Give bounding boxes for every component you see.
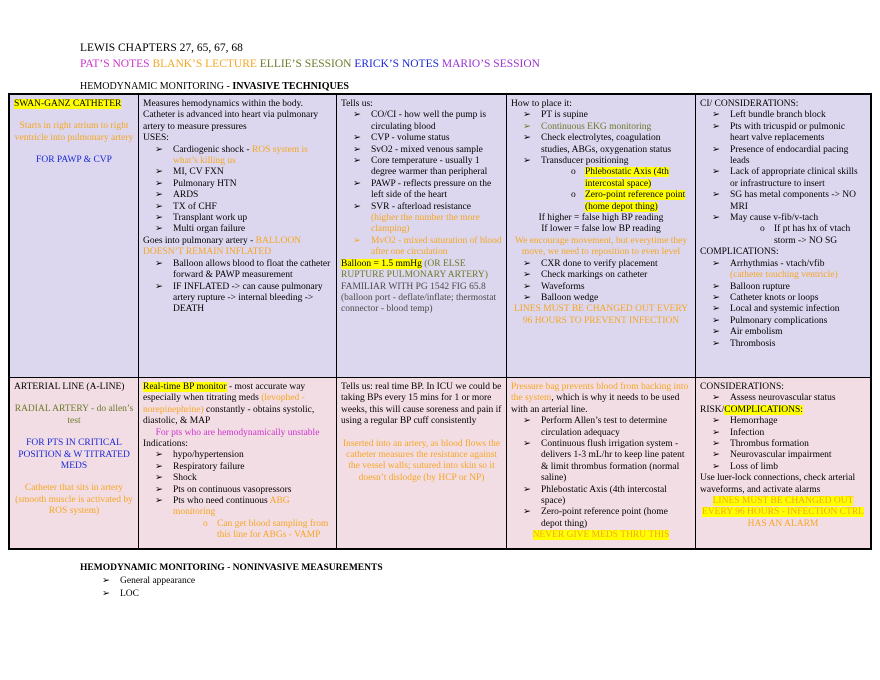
transducer-sublist bbox=[541, 167, 691, 213]
list-item: ➢ PT is supine bbox=[541, 110, 691, 121]
list-item: ➢ Pts on continuous vasopressors bbox=[173, 485, 332, 496]
list-item: ➢ Air embolism bbox=[730, 327, 866, 338]
list-item: ➢ ARDS bbox=[173, 190, 332, 201]
list-item: ➢ Cardiogenic shock - ROS system is what’s killing us bbox=[173, 145, 332, 168]
list-item: ➢ Assess neurovascular status bbox=[730, 393, 866, 404]
list-item: ➢ Pts with tricuspid or pulmonic heart valve replacements bbox=[730, 122, 866, 145]
goes-into-text: Goes into pulmonary artery - BALLOON DOESN’T REMAIN INFLATED bbox=[143, 235, 302, 258]
list-item: ➢ Respiratory failure bbox=[173, 462, 332, 473]
list-item: ➢ SG has metal components -> NO MRI bbox=[730, 190, 866, 213]
placement-label: How to place it: bbox=[511, 99, 572, 109]
tells-list bbox=[341, 110, 502, 258]
balloon-pressure: Balloon = 1.5 mmHg (OR ELSE RUPTURE PULMONARY ARTERY) bbox=[341, 258, 488, 281]
list-item: ➢ Pulmonary complications bbox=[730, 316, 866, 327]
aline-title: ARTERIAL LINE (A-LINE) bbox=[14, 382, 125, 392]
radial-note: RADIAL ARTERY - do allen’s test bbox=[14, 404, 134, 426]
pressure-bag-text: Pressure bag prevents blood from backing into the system, which is why it needs to be used with an arterial line. bbox=[511, 382, 689, 415]
list-item: ➢ Thrombus formation bbox=[730, 439, 866, 450]
list-item: ➢ TX of CHF bbox=[173, 202, 332, 213]
realtime-text: Real-time BP monitor - most accurate way especially when titrating meds (levophed - norepinephrine) constantly - obtains systolic, diastolic, & MAP bbox=[143, 382, 315, 427]
list-item: ➢ Balloon wedge bbox=[541, 293, 691, 304]
legend-pat: PAT’S NOTES bbox=[80, 58, 150, 70]
list-item: ➢ Shock bbox=[173, 473, 332, 484]
swan-path-note: Starts in right atrium to right ventricle into pulmonary artery bbox=[14, 121, 134, 143]
balloon-list bbox=[143, 259, 332, 316]
list-item: ➢ LOC bbox=[120, 588, 383, 601]
list-item: ➢ PAWP - reflects pressure on the left side of the heart bbox=[371, 179, 502, 202]
list-item: ➢ IF INFLATED -> can cause pulmonary artery rupture -> internal bleeding -> DEATH bbox=[173, 282, 332, 316]
list-item: ➢ General appearance bbox=[120, 575, 383, 588]
swan-uses-cell bbox=[139, 95, 337, 378]
list-item: ➢ Local and systemic infection bbox=[730, 304, 866, 315]
list-item: ➢ Presence of endocardial pacing leads bbox=[730, 145, 866, 168]
list-item: ➢ hypo/hypertension bbox=[173, 450, 332, 461]
higher-note: If higher = false high BP reading bbox=[538, 213, 664, 224]
uses-label: USES: bbox=[143, 133, 169, 144]
list-item: ➢ Lack of appropriate clinical skills or infrastructure to insert bbox=[730, 167, 866, 190]
catheter-note: Catheter that sits in artery (smooth muscle is activated by ROS system) bbox=[15, 483, 133, 517]
swan-title: SWAN-GANZ CATHETER bbox=[14, 99, 122, 109]
list-item: ➢ Catheter knots or loops bbox=[730, 293, 866, 304]
list-item: ➢ Phlebostatic Axis (4th intercostal space) bbox=[541, 485, 691, 508]
list-item: o Can get blood sampling from this line for ABGs - VAMP bbox=[217, 519, 332, 542]
lines-change-note: LINES MUST BE CHANGED OUT EVERY 96 HOURS TO PREVENT INFECTION bbox=[513, 304, 689, 326]
swan-tells-cell bbox=[337, 95, 507, 378]
list-item: ➢ Continuous EKG monitoring bbox=[541, 122, 691, 133]
list-item: o Phlebostatic Axis (4th intercostal space) bbox=[585, 167, 691, 190]
luer-note: Use luer-lock connections, check arterial waveforms, and activate alarms bbox=[700, 473, 856, 495]
placement-list bbox=[511, 110, 691, 213]
for-pts-note: FOR PTS IN CRITICAL POSITION & W TITRATED MEDS bbox=[18, 438, 130, 472]
list-item: ➢ Waveforms bbox=[541, 282, 691, 293]
uses-list bbox=[143, 145, 332, 236]
list-item: ➢ Pts who need continuous ABG monitoring o Can get blood sampling from this line for ABGs - VAMP bbox=[173, 496, 332, 542]
swan-purpose: FOR PAWP & CVP bbox=[36, 155, 112, 166]
aline-considerations-cell bbox=[696, 378, 870, 548]
indications-label: Indications: bbox=[143, 439, 188, 450]
list-item: ➢ Hemorrhage bbox=[730, 416, 866, 427]
risks-list bbox=[700, 416, 866, 473]
ci-sublist bbox=[730, 224, 866, 247]
swan-considerations-cell bbox=[696, 95, 870, 378]
aline-tells: Tells us: real time BP. In ICU we could be taking BPs every 15 mins for 1 or more weeks, this will cause soreness and pain if using a regular BP cuff consistently bbox=[341, 382, 502, 427]
inserted-note: Inserted into an artery, as blood flows the catheter measures the resistance against the vessel walls; sutured into skin so it doesn’t dislodge (by HCP or NP) bbox=[342, 438, 501, 483]
invasive-table bbox=[8, 93, 872, 550]
list-item: o Zero-point reference point (home depot thing) bbox=[585, 190, 691, 213]
aline-steps-list bbox=[511, 416, 691, 530]
considerations-list bbox=[700, 393, 866, 404]
list-item: ➢ Balloon rupture bbox=[730, 282, 866, 293]
legend-blank: BLANK’S LECTURE bbox=[152, 58, 257, 70]
list-item: ➢ SVR - afterload resistance (higher the number the more clamping) bbox=[371, 202, 502, 236]
noninvasive-title: HEMODYNAMIC MONITORING - NONINVASIVE MEASUREMENTS bbox=[80, 563, 383, 573]
list-item: ➢ CVP - volume status bbox=[371, 133, 502, 144]
considerations-label: CONSIDERATIONS: bbox=[700, 382, 784, 392]
legend-mario: MARIO’S SESSION bbox=[441, 58, 540, 70]
list-item: ➢ Pulmonary HTN bbox=[173, 179, 332, 190]
lower-note: If lower = false low BP reading bbox=[541, 224, 661, 235]
list-item: ➢ Continuous flush irrigation system - delivers 1-3 mL/hr to keep line patent & limit thrombus formation (normal saline) bbox=[541, 439, 691, 485]
noninvasive-section bbox=[80, 562, 383, 601]
section-heading: HEMODYNAMIC MONITORING - INVASIVE TECHNIQUES bbox=[80, 81, 349, 92]
document-title: LEWIS CHAPTERS 27, 65, 67, 68 bbox=[80, 42, 243, 54]
aline-monitor-cell bbox=[139, 378, 337, 548]
list-item: ➢ Zero-point reference point (home depot thing) bbox=[541, 507, 691, 530]
list-item: ➢ Loss of limb bbox=[730, 462, 866, 473]
encourage-note: We encourage movement, but everytime they move, we need to reposition to even level bbox=[514, 235, 688, 258]
list-item: ➢ Core temperature - usually 1 degree warmer than peripheral bbox=[371, 156, 502, 179]
list-item: ➢ CO/CI - how well the pump is circulating blood bbox=[371, 110, 502, 133]
list-item: ➢ Balloon allows blood to float the catheter forward & PAWP measurement bbox=[173, 259, 332, 282]
list-item: ➢ Check markings on catheter bbox=[541, 270, 691, 281]
swan-placement-cell bbox=[507, 95, 696, 378]
list-item: ➢ Thrombosis bbox=[730, 339, 866, 350]
aline-tells-cell bbox=[337, 378, 507, 548]
list-item: o If pt has hx of vtach storm -> NO SG bbox=[774, 224, 866, 247]
never-meds-note: NEVER GIVE MEDS THRU THIS bbox=[532, 530, 670, 541]
indications-list bbox=[143, 450, 332, 541]
complications-list bbox=[700, 259, 866, 350]
swan-description: Measures hemodynamics within the body. Catheter is advanced into heart via pulmonary artery to measure pressures bbox=[143, 99, 319, 132]
list-item: ➢ Perform Allen’s test to determine circulation adequacy bbox=[541, 416, 691, 439]
aline-title-cell bbox=[10, 378, 139, 548]
ci-list bbox=[700, 110, 866, 247]
list-item: ➢ Left bundle branch block bbox=[730, 110, 866, 121]
list-item: ➢ Multi organ failure bbox=[173, 224, 332, 235]
swan-title-cell bbox=[10, 95, 139, 378]
aline-steps-cell bbox=[507, 378, 696, 548]
list-item: ➢ May cause v-fib/v-tach o If pt has hx of vtach storm -> NO SG bbox=[730, 213, 866, 247]
complications-label: COMPLICATIONS: bbox=[700, 247, 779, 258]
familiar-note: FAMILIAR WITH PG 1542 FIG 65.8 bbox=[341, 281, 486, 292]
list-item: ➢ SvO2 - mixed venous sample bbox=[371, 145, 502, 156]
list-item: ➢ Arrhythmias - vtach/vfib (catheter touching ventricle) bbox=[730, 259, 866, 282]
unstable-note: For pts who are hemodynamically unstable bbox=[155, 427, 320, 438]
abg-sublist bbox=[173, 519, 332, 542]
list-item: ➢ Check electrolytes, coagulation studies, ABGs, oxygenation status bbox=[541, 133, 691, 156]
list-item: ➢ MI, CV FXN bbox=[173, 167, 332, 178]
list-item: ➢ CXR done to verify placement bbox=[541, 259, 691, 270]
risk-label: RISK/COMPLICATIONS: bbox=[700, 404, 803, 415]
list-item: ➢ Neurovascular impairment bbox=[730, 450, 866, 461]
legend-ellie: ELLIE’S SESSION bbox=[259, 58, 352, 70]
verify-list bbox=[511, 259, 691, 305]
alarm-note: HAS AN ALARM bbox=[747, 518, 819, 529]
legend-erick: ERICK’S NOTES bbox=[354, 58, 439, 70]
list-item: ➢ Transducer positioning o Phlebostatic Axis (4th intercostal space) o Zero-point reference point (home depot thing) bbox=[541, 156, 691, 213]
tells-label: Tells us: bbox=[341, 99, 373, 109]
noninvasive-list bbox=[80, 575, 383, 601]
ci-label: CI/ CONSIDERATIONS: bbox=[700, 99, 799, 109]
aline-lines-change: LINES MUST BE CHANGED OUT EVERY 96 HOURS - INFECTION CTRL bbox=[702, 496, 864, 518]
list-item: ➢ Transplant work up bbox=[173, 213, 332, 224]
ports-note: (balloon port - deflate/inflate; thermostat connector - blood temp) bbox=[341, 292, 497, 315]
list-item: ➢ Infection bbox=[730, 428, 866, 439]
session-legend bbox=[80, 57, 540, 71]
list-item: ➢ MvO2 - mixed saturation of blood after one circulation bbox=[371, 236, 502, 259]
